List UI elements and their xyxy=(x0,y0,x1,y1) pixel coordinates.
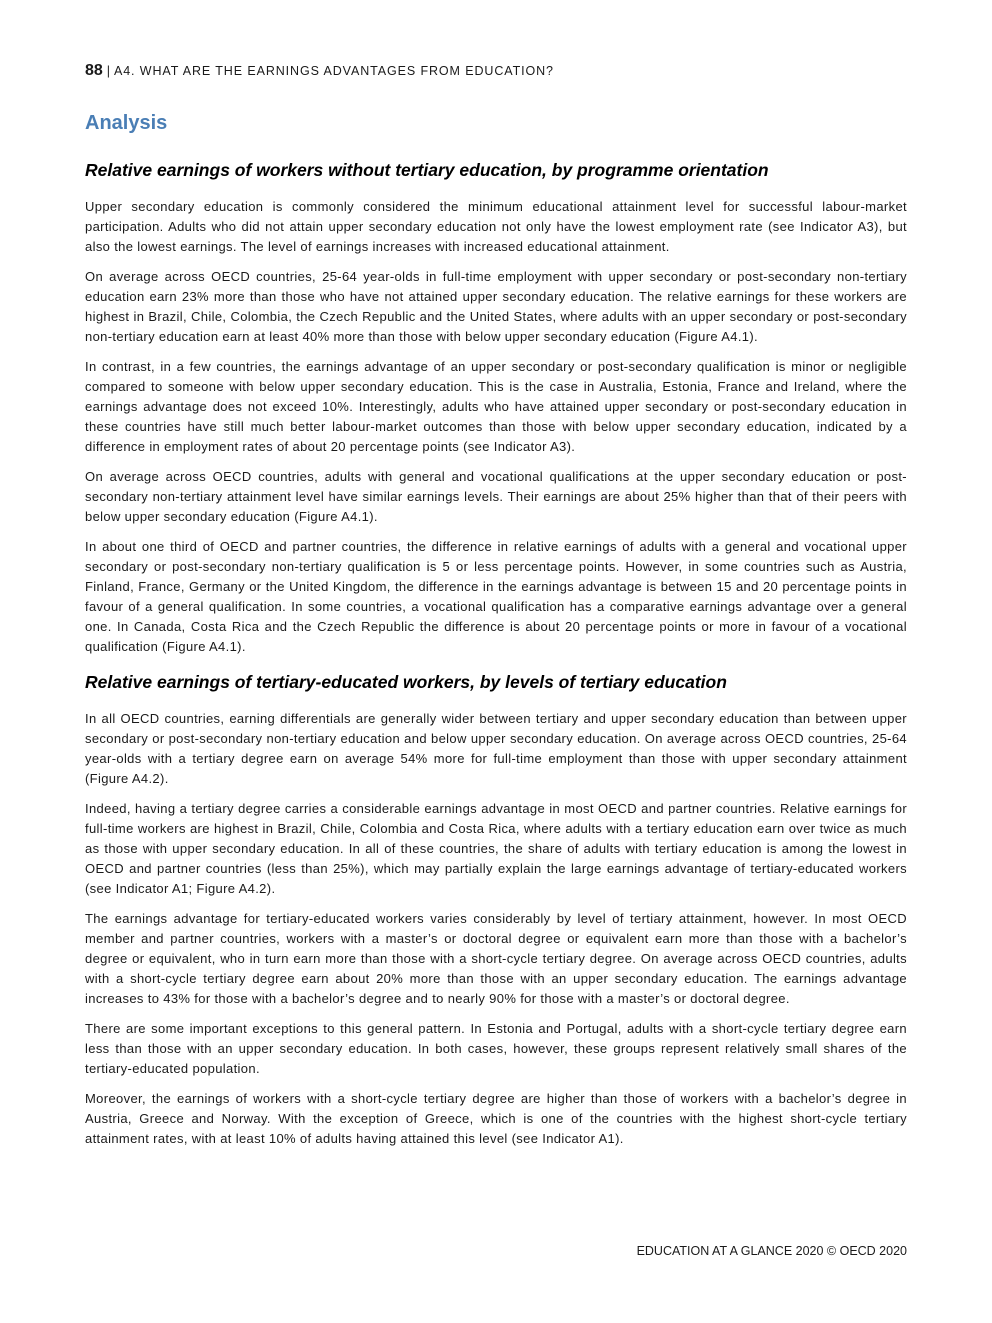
running-header xyxy=(85,62,554,80)
header-separator: | xyxy=(106,64,111,78)
paragraph: There are some important exceptions to this general pattern. In Estonia and Portugal, adults with a short-cycle tertiary degree earn less than those with an upper secondary education. In both cases, however, these groups represent relatively small shares of the tertiary-educated population. xyxy=(85,1021,907,1076)
page-number: 88 xyxy=(85,62,103,79)
subsection-heading-tertiary: Relative earnings of tertiary-educated workers, by levels of tertiary education xyxy=(85,672,727,692)
section-title: Analysis xyxy=(85,112,168,134)
paragraph: Moreover, the earnings of workers with a short-cycle tertiary degree are higher than those of workers with a bachelor’s degree in Austria, Greece and Norway. With the exception of Greece, which is one of the countries with the highest short-cycle tertiary attainment rates, with at least 10% of adults having attained this level (see Indicator A1). xyxy=(85,1091,907,1146)
paragraph: On average across OECD countries, adults with general and vocational qualifications at the upper secondary education or post-secondary non-tertiary attainment level have similar earnings levels. Their earnings are about 25% higher than that of their peers with below upper secondary education (Figure A4.1). xyxy=(85,469,907,524)
chapter-title: A4. WHAT ARE THE EARNINGS ADVANTAGES FROM EDUCATION? xyxy=(113,64,554,78)
subsection-heading-non-tertiary: Relative earnings of workers without tertiary education, by programme orientation xyxy=(85,160,769,180)
paragraph: The earnings advantage for tertiary-educated workers varies considerably by level of tertiary attainment, however. In most OECD member and partner countries, workers with a master’s or doctoral degree or equivalent earn more than those with a bachelor’s degree or equivalent, who in turn earn more than those with a short-cycle tertiary degree. On average across OECD countries, adults with a short-cycle tertiary degree earn about 20% more than those with an upper secondary education. The earnings advantage increases to 43% for those with a bachelor’s degree and to nearly 90% for those with a master’s or doctoral degree. xyxy=(85,911,907,1006)
page-footer: EDUCATION AT A GLANCE 2020 © OECD 2020 xyxy=(636,1244,907,1258)
paragraph: In contrast, in a few countries, the earnings advantage of an upper secondary or post-secondary qualification is minor or negligible compared to someone with below upper secondary education. This is the case in Australia, Estonia, France and Ireland, where the earnings advantage does not exceed 10%. Interestingly, adults who have attained upper secondary or post-secondary education in these countries have still much better labour-market outcomes than those with below upper secondary education, indicated by a difference in employment rates of about 20 percentage points (see Indicator A3). xyxy=(85,359,907,454)
paragraph: Indeed, having a tertiary degree carries a considerable earnings advantage in most OECD and partner countries. Relative earnings for full-time workers are highest in Brazil, Chile, Colombia and Costa Rica, where adults with a tertiary education earn over twice as much as those with upper secondary education. In all of these countries, the share of adults with tertiary education is among the lowest in OECD and partner countries (less than 25%), which may partially explain the large earnings advantage of tertiary-educated workers (see Indicator A1; Figure A4.2). xyxy=(85,801,907,896)
page-body xyxy=(85,108,907,1159)
paragraph: Upper secondary education is commonly considered the minimum educational attainment level for successful labour-market participation. Adults who did not attain upper secondary education not only have the lowest employment rate (see Indicator A3), but also the lowest earnings. The level of earnings increases with increased educational attainment. xyxy=(85,199,907,254)
paragraph: In about one third of OECD and partner countries, the difference in relative earnings of adults with a general and vocational upper secondary or post-secondary non-tertiary qualification is 5 or less percentage points. However, in some countries such as Austria, Finland, France, Germany or the United Kingdom, the difference in the earnings advantage is between 15 and 20 percentage points in favour of a general qualification. In some countries, a vocational qualification has a comparative earnings advantage over a general one. In Canada, Costa Rica and the Czech Republic the difference is about 20 percentage points or more in favour of a vocational qualification (Figure A4.1). xyxy=(85,539,907,654)
paragraph: On average across OECD countries, 25-64 year-olds in full-time employment with upper secondary or post-secondary non-tertiary education earn 23% more than those who have not attained upper secondary education. The relative earnings for these workers are highest in Brazil, Chile, Colombia, the Czech Republic and the United States, where adults with an upper secondary or post-secondary non-tertiary education earn at least 40% more than those with below upper secondary education (Figure A4.1). xyxy=(85,269,907,344)
paragraph: In all OECD countries, earning differentials are generally wider between tertiary and upper secondary education than between upper secondary or post-secondary non-tertiary education and below upper secondary education. On average across OECD countries, 25-64 year-olds with a tertiary degree earn on average 54% more for full-time employment than those with upper secondary attainment (Figure A4.2). xyxy=(85,711,907,786)
